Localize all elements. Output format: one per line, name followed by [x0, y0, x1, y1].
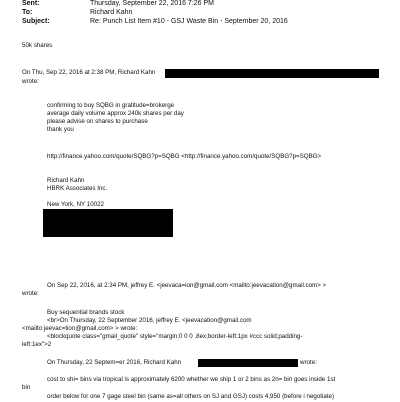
- quote2-line: Buy sequential brands stock: [47, 309, 125, 316]
- sent-label: Sent:: [22, 0, 40, 7]
- redaction-box: [165, 69, 379, 78]
- quote1-line: average daily volume approx 240k shares per day: [47, 110, 184, 117]
- quote2-wrote: wrote:: [22, 290, 39, 297]
- signature-name: Richard Kahn: [47, 177, 85, 184]
- quote1-line: please advise on shares to purchase: [47, 118, 148, 125]
- quote2-line: <blockquote class="gmail_quote" style="margin:0 0 0 .8ex;border-left:1px #ccc solid;padding-: [47, 333, 303, 340]
- redaction-box: [198, 359, 298, 367]
- to-label: To:: [22, 9, 33, 16]
- quote2-header: On Sep 22, 2016, at 2:34 PM, jeffrey E. <jeevaca=ion@gmail.com <mailto:jeevacation@gmail.com> >: [47, 282, 327, 289]
- subject-value: Re: Punch List Item #10 - GSJ Waste Bin - September 20, 2016: [90, 18, 288, 25]
- quote1-header: On Thu, Sep 22, 2016 at 2:38 PM, Richard Kahn: [22, 69, 156, 76]
- quote3-wrote: wrote:: [300, 359, 317, 366]
- reply-text: 50k shares: [22, 42, 53, 49]
- quote1-link[interactable]: http://finance.yahoo.com/quote/SQBG?p=SQBG <http://finance.yahoo.com/quote/SQBG?p=SQBG>: [47, 153, 322, 160]
- redaction-box: [43, 209, 173, 237]
- signature-city: New York, NY 10022: [47, 201, 104, 208]
- quote3-line: bin: [22, 384, 31, 391]
- quote1-line: thank you: [47, 126, 74, 133]
- sent-value: Thursday, September 22, 2016 7:26 PM: [90, 0, 214, 7]
- quote1-wrote: wrote:: [22, 78, 39, 85]
- quote2-line: left:1ex">2: [22, 341, 52, 348]
- signature-company: HBRK Associates Inc.: [47, 185, 108, 192]
- subject-label: Subject:: [22, 18, 50, 25]
- quote2-line: <br>On Thursday, 22 September 2016, jeffrey E. <jeevacation@gmail.com: [47, 317, 252, 324]
- quote2-line: <mailto:jeevac=tion@gmail.com> > wrote:: [22, 325, 138, 332]
- quote3-line: cost to shi= bins via tropical is approximately 6200 whether we ship 1 or 2 bins as 2n= bin goes inside 1st: [47, 376, 336, 383]
- quote3-line: order below for one 7 gage steel bin (same as=all others on SJ and GSJ) costs 4,950 (before i negotiate): [47, 393, 335, 400]
- to-value: Richard Kahn: [90, 9, 133, 16]
- quote3-header: On Thursday, 22 Septem=er 2016, Richard Kahn: [47, 359, 182, 366]
- quote1-line: confirming to buy SQBG in gratitude=brokerge: [47, 102, 175, 109]
